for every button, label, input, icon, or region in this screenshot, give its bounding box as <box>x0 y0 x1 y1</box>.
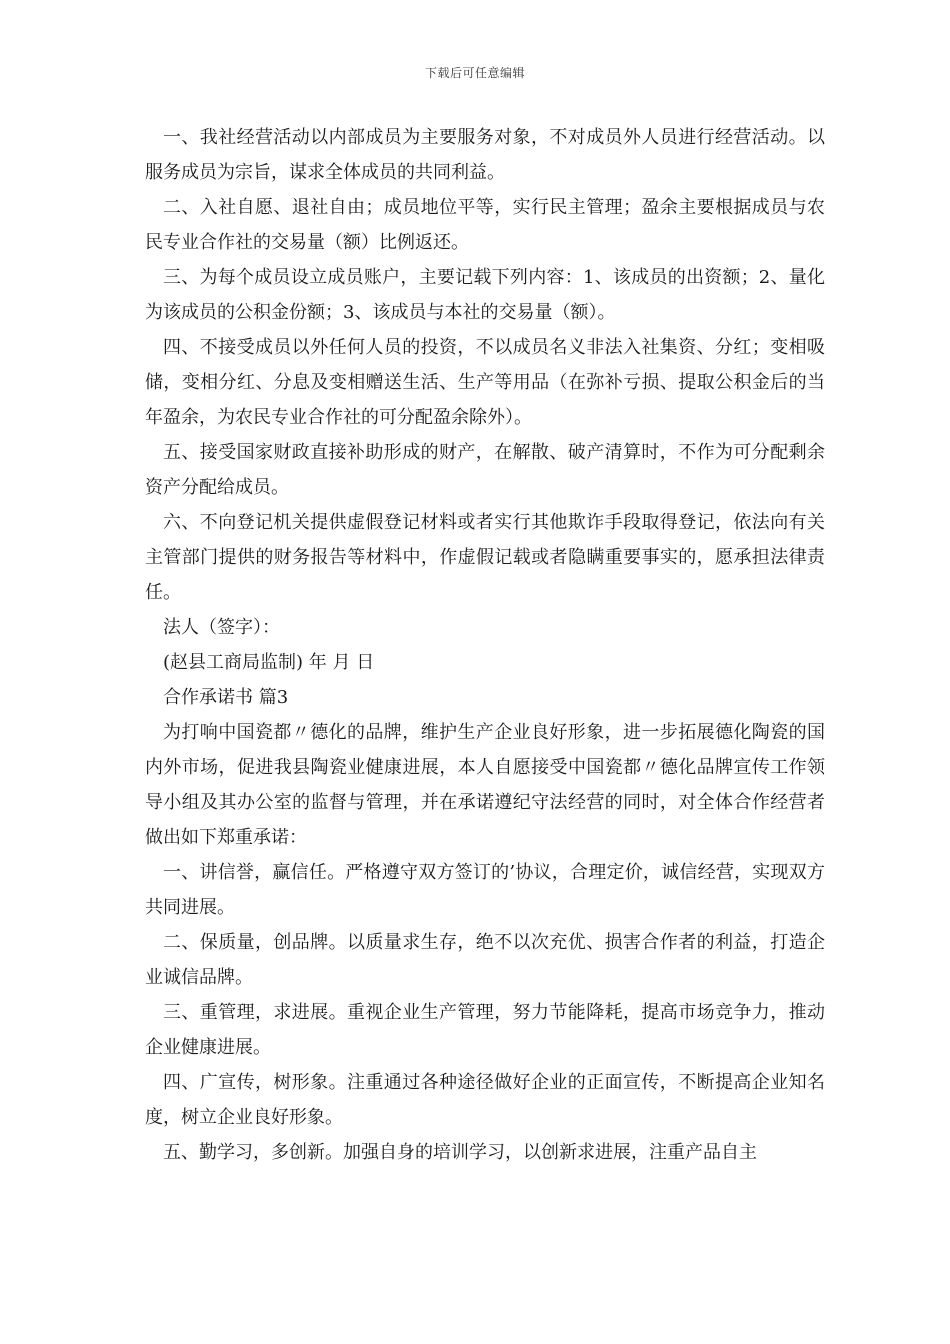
section-title: 合作承诺书 篇3 <box>163 687 289 708</box>
paragraph: 一、讲信誉，赢信任。严格遵守双方签订的’协议，合理定价，诚信经营，实现双方共同进展。 <box>145 862 825 918</box>
paragraph: 五、勤学习，多创新。加强自身的培训学习，以创新求进展，注重产品自主 <box>163 1142 757 1163</box>
page-header: 下载后可任意编辑 <box>424 66 525 80</box>
paragraph: 五、接受国家财政直接补助形成的财产，在解散、破产清算时，不作为可分配剩余资产分配给成员。 <box>145 442 825 498</box>
paragraph: 为打响中国瓷都〃德化的品牌，维护生产企业良好形象，进一步拓展德化陶瓷的国内外市场，促进我县陶瓷业健康进展，本人自愿接受中国瓷都〃德化品牌宣传工作领导小组及其办公室的监督与管理，并在承诺遵纪守法经营的同时，对全体合作经营者做出如下郑重承诺： <box>145 722 825 848</box>
paragraph: 三、为每个成员设立成员账户，主要记载下列内容：1、该成员的出资额；2、量化为该成员的公积金份额；3、该成员与本社的交易量（额）。 <box>145 267 825 323</box>
paragraph: 四、不接受成员以外任何人员的投资，不以成员名义非法入社集资、分红；变相吸储，变相分红、分息及变相赠送生活、生产等用品（在弥补亏损、提取公积金后的当年盈余，为农民专业合作社的可分配盈余除外）。 <box>145 337 825 428</box>
paragraph: 二、保质量，创品牌。以质量求生存，绝不以次充优、损害合作者的利益，打造企业诚信品牌。 <box>145 932 825 988</box>
signature-line: 法人（签字）： <box>163 617 280 638</box>
date-line: (赵县工商局监制) 年 月 日 <box>163 652 375 673</box>
document-body <box>145 120 825 1170</box>
paragraph: 一、我社经营活动以内部成员为主要服务对象，不对成员外人员进行经营活动。以服务成员为宗旨，谋求全体成员的共同利益。 <box>145 127 825 183</box>
paragraph: 四、广宣传，树形象。注重通过各种途径做好企业的正面宣传，不断提高企业知名度，树立企业良好形象。 <box>145 1072 825 1128</box>
paragraph: 二、入社自愿、退社自由；成员地位平等，实行民主管理；盈余主要根据成员与农民专业合作社的交易量（额）比例返还。 <box>145 197 825 253</box>
paragraph: 三、重管理，求进展。重视企业生产管理，努力节能降耗，提高市场竞争力，推动企业健康进展。 <box>145 1002 825 1058</box>
paragraph: 六、不向登记机关提供虚假登记材料或者实行其他欺诈手段取得登记，依法向有关主管部门提供的财务报告等材料中，作虚假记载或者隐瞒重要事实的，愿承担法律责任。 <box>145 512 825 603</box>
